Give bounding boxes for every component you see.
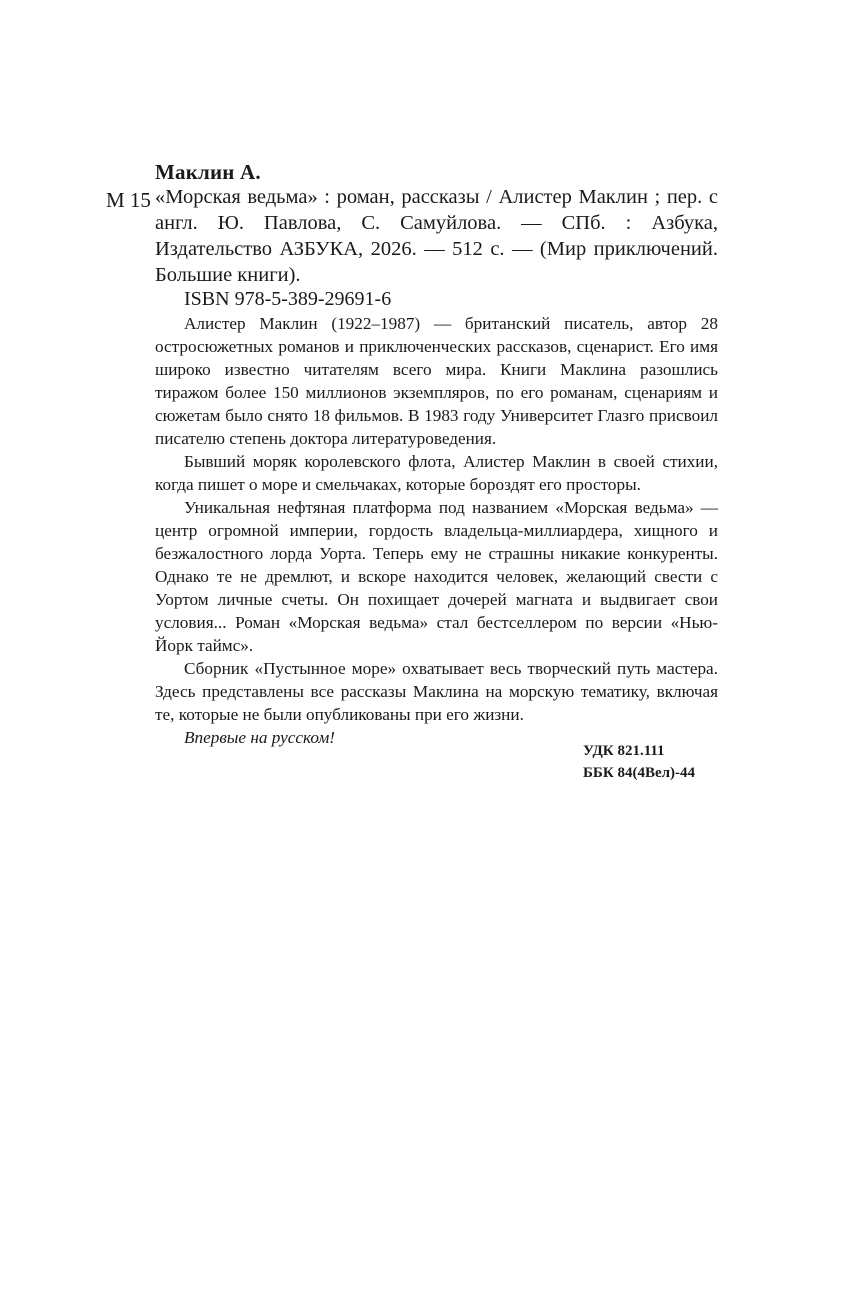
- bbk-code: ББК 84(4Вел)-44: [583, 765, 696, 781]
- udk-code: УДК 821.111: [583, 743, 665, 759]
- annotation: [155, 312, 718, 749]
- isbn: ISBN 978-5-389-29691-6: [184, 288, 392, 310]
- bibliographic-description: «Морская ведьма» : роман, рассказы / Алистер Маклин ; пер. с англ. Ю. Павлова, С. Самуйлова. — СПб. : Азбука, Издательство АЗБУКА, 2026. — 512 с. — (Мир приключений. Большие книги).: [155, 186, 718, 286]
- annotation-paragraph-4: Сборник «Пустынное море» охватывает весь творческий путь мастера. Здесь представлены все рассказы Маклина на морскую тематику, включая те, которые не были опубликованы при его жизни.: [155, 659, 718, 724]
- classification-codes: [583, 740, 695, 784]
- annotation-paragraph-2: Бывший моряк королевского флота, Алистер Маклин в своей стихии, когда пишет о море и смельчаках, которые бороздят его просторы.: [155, 452, 718, 494]
- author-heading: Маклин А.: [155, 160, 261, 184]
- annotation-paragraph-3: Уникальная нефтяная платформа под названием «Морская ведьма» — центр огромной империи, гордость владельца-миллиардера, хищного и безжалостного лорда Уорта. Теперь ему не страшны никакие конкуренты. Однако те не дремлют, и вскоре находится человек, желающий свести с Уортом личные счеты. Он похищает дочерей магната и выдвигает свои условия... Роман «Морская ведьма» стал бестселлером по версии «Нью-Йорк таймс».: [155, 498, 718, 655]
- annotation-paragraph-1: Алистер Маклин (1922–1987) — британский писатель, автор 28 остросюжетных романов и приключенческих рассказов, сценарист. Его имя широко известно читателям всего мира. Книги Маклина разошлись тиражом более 150 миллионов экземпляров, по его романам, сценариям и сюжетам было снято 18 фильмов. В 1983 году Университет Глазго присвоил писателю степень доктора литературоведения.: [155, 314, 718, 448]
- author-mark: М 15: [106, 188, 151, 212]
- annotation-first-in-russian: Впервые на русском!: [184, 728, 336, 747]
